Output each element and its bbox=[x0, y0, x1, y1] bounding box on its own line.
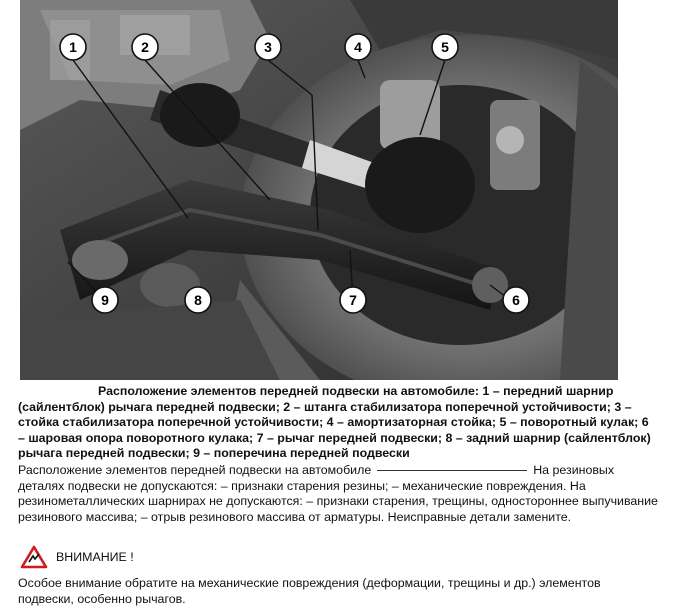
callout-7 bbox=[340, 287, 366, 313]
body-lead: Расположение элементов передней подвески на автомобиле bbox=[18, 463, 372, 477]
svg-text:2: 2 bbox=[141, 39, 149, 55]
callout-5 bbox=[432, 34, 458, 60]
caption-text: Расположение элементов передней подвески на автомобиле: 1 – передний шарнир (сайлентблок) рычага передней подвески; 2 – штанга стабилизатора поперечной устойчивости; 3 – стойка стабилизатора поперечной устойчивости; 4 – амортизаторная стойка; 5 – поворотный кулак; 6 – шаровая опора поворотного кулака; 7 – рычаг передней подвески; 8 – задний шарнир (сайлентблок) рычага передней подвески; 9 – поперечина передней подвески bbox=[18, 384, 651, 461]
callout-1 bbox=[60, 34, 86, 60]
suspension-illustration bbox=[20, 0, 618, 380]
svg-text:8: 8 bbox=[194, 292, 202, 308]
svg-text:3: 3 bbox=[264, 39, 272, 55]
svg-text:6: 6 bbox=[512, 292, 520, 308]
callout-8 bbox=[185, 287, 211, 313]
svg-text:1: 1 bbox=[69, 39, 77, 55]
warning-label: ВНИМАНИЕ ! bbox=[56, 550, 134, 564]
body-paragraph bbox=[18, 463, 658, 525]
callout-9 bbox=[92, 287, 118, 313]
svg-text:9: 9 bbox=[101, 292, 109, 308]
figure-caption bbox=[18, 384, 658, 462]
callout-2 bbox=[132, 34, 158, 60]
body-rest: На резиновых деталях подвески не допускаются: – признаки старения резины; – механические повреждения. На резинометаллических шарнирах не допускаются: – признаки старения, трещины, одностороннее выпучивание резинового массива; – отрыв резинового массива от арматуры. Неисправные детали замените. bbox=[18, 463, 658, 524]
callout-3 bbox=[255, 34, 281, 60]
svg-text:4: 4 bbox=[354, 39, 362, 55]
warning-block bbox=[20, 545, 134, 569]
svg-text:5: 5 bbox=[441, 39, 449, 55]
warning-triangle-icon bbox=[20, 545, 48, 569]
svg-text:7: 7 bbox=[349, 292, 357, 308]
warning-note: Особое внимание обратите на механические повреждения (деформации, трещины и др.) элементов подвески, особенно рычагов. bbox=[18, 576, 601, 606]
callout-6 bbox=[503, 287, 529, 313]
suspension-photo bbox=[20, 0, 618, 380]
callout-4 bbox=[345, 34, 371, 60]
divider-rule bbox=[377, 470, 527, 471]
